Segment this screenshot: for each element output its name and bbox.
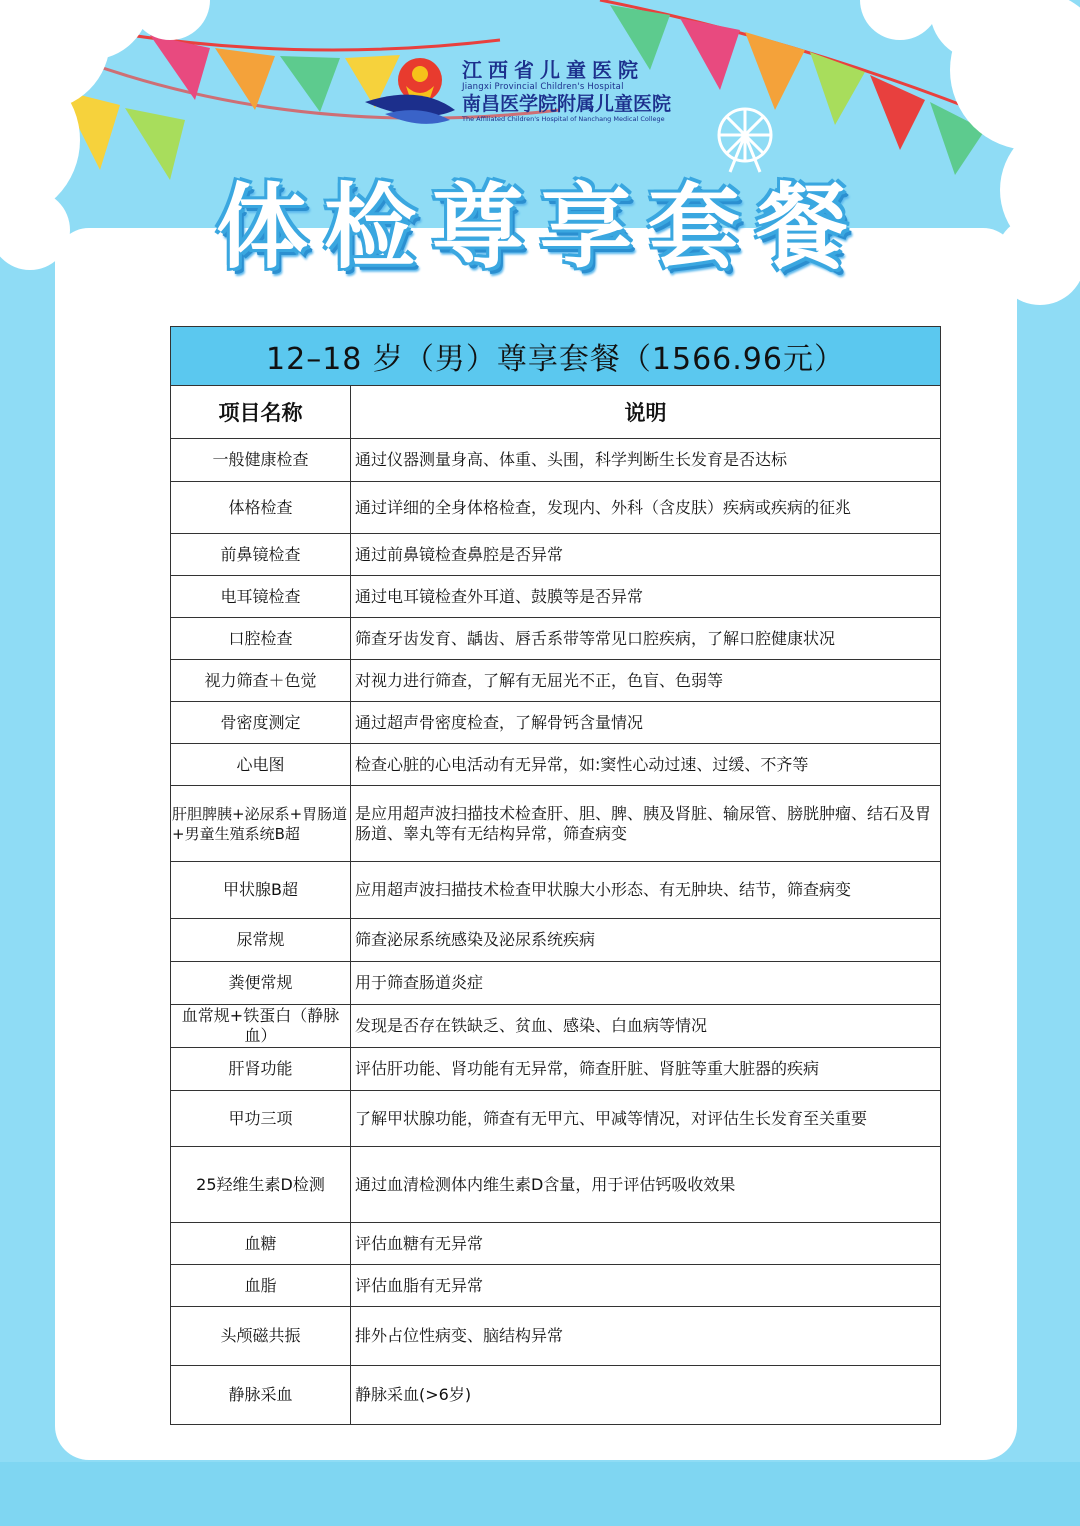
package-table — [170, 326, 941, 1425]
item-description: 应用超声波扫描技术检查甲状腺大小形态、有无肿块、结节，筛查病变 — [351, 862, 941, 919]
table-row — [171, 962, 941, 1005]
item-name: 一般健康检查 — [171, 439, 351, 482]
table-row — [171, 786, 941, 862]
item-description: 了解甲状腺功能，筛查有无甲亢、甲减等情况，对评估生长发育至关重要 — [351, 1091, 941, 1147]
package-title: 12–18 岁（男）尊享套餐（1566.96元） — [171, 327, 941, 386]
item-description: 发现是否存在铁缺乏、贫血、感染、白血病等情况 — [351, 1005, 941, 1048]
table-row — [171, 534, 941, 576]
item-name: 前鼻镜检查 — [171, 534, 351, 576]
table-row — [171, 702, 941, 744]
item-description: 是应用超声波扫描技术检查肝、胆、脾、胰及肾脏、输尿管、膀胱肿瘤、结石及胃肠道、睾丸等有无结构异常，筛查病变 — [351, 786, 941, 862]
item-name: 血糖 — [171, 1223, 351, 1265]
item-description: 排外占位性病变、脑结构异常 — [351, 1307, 941, 1366]
item-name: 骨密度测定 — [171, 702, 351, 744]
table-row — [171, 1307, 941, 1366]
table-row — [171, 744, 941, 786]
bottom-band — [0, 1462, 1080, 1526]
item-description: 筛查泌尿系统感染及泌尿系统疾病 — [351, 919, 941, 962]
item-description: 筛查牙齿发育、龋齿、唇舌系带等常见口腔疾病，了解口腔健康状况 — [351, 618, 941, 660]
table-row — [171, 439, 941, 482]
item-description: 对视力进行筛查，了解有无屈光不正，色盲、色弱等 — [351, 660, 941, 702]
affiliate-name-cn: 南昌医学院附属儿童医院 — [462, 93, 672, 115]
item-name: 体格检查 — [171, 482, 351, 534]
poster-title: 体检尊享套餐 — [215, 174, 864, 281]
item-name: 口腔检查 — [171, 618, 351, 660]
item-name: 电耳镜检查 — [171, 576, 351, 618]
item-description: 通过超声骨密度检查，了解骨钙含量情况 — [351, 702, 941, 744]
item-description: 通过电耳镜检查外耳道、鼓膜等是否异常 — [351, 576, 941, 618]
item-description: 通过前鼻镜检查鼻腔是否异常 — [351, 534, 941, 576]
table-row — [171, 1091, 941, 1147]
item-name: 头颅磁共振 — [171, 1307, 351, 1366]
item-name: 肝胆脾胰+泌尿系+胃肠道+男童生殖系统B超 — [171, 786, 351, 862]
table-row — [171, 919, 941, 962]
table-row — [171, 482, 941, 534]
table-row — [171, 1223, 941, 1265]
table-row — [171, 1005, 941, 1048]
hospital-name-cn: 江西省儿童医院 — [462, 58, 644, 82]
item-name: 甲功三项 — [171, 1091, 351, 1147]
hospital-name-block — [462, 58, 671, 124]
item-name: 25羟维生素D检测 — [171, 1147, 351, 1223]
item-name: 心电图 — [171, 744, 351, 786]
item-description: 评估肝功能、肾功能有无异常，筛查肝脏、肾脏等重大脏器的疾病 — [351, 1048, 941, 1091]
table-row — [171, 618, 941, 660]
header-description: 说明 — [351, 386, 941, 439]
item-description: 通过仪器测量身高、体重、头围，科学判断生长发育是否达标 — [351, 439, 941, 482]
item-description: 通过详细的全身体格检查，发现内、外科（含皮肤）疾病或疾病的征兆 — [351, 482, 941, 534]
table-row — [171, 1265, 941, 1307]
item-description: 静脉采血(>6岁) — [351, 1366, 941, 1425]
table-row — [171, 660, 941, 702]
item-name: 视力筛查＋色觉 — [171, 660, 351, 702]
hospital-name-en: Jiangxi Provincial Children's Hospital — [462, 82, 624, 92]
item-description: 通过血清检测体内维生素D含量，用于评估钙吸收效果 — [351, 1147, 941, 1223]
table-row — [171, 1048, 941, 1091]
table-row — [171, 1366, 941, 1425]
item-description: 检查心脏的心电活动有无异常，如:窦性心动过速、过缓、不齐等 — [351, 744, 941, 786]
table-row — [171, 862, 941, 919]
item-description: 评估血脂有无异常 — [351, 1265, 941, 1307]
item-name: 静脉采血 — [171, 1366, 351, 1425]
table-row — [171, 1147, 941, 1223]
item-name: 血常规+铁蛋白（静脉血） — [171, 1005, 351, 1048]
table-row — [171, 576, 941, 618]
item-description: 用于筛查肠道炎症 — [351, 962, 941, 1005]
item-name: 甲状腺B超 — [171, 862, 351, 919]
item-name: 粪便常规 — [171, 962, 351, 1005]
header-item-name: 项目名称 — [171, 386, 351, 439]
item-name: 肝肾功能 — [171, 1048, 351, 1091]
item-name: 尿常规 — [171, 919, 351, 962]
item-description: 评估血糖有无异常 — [351, 1223, 941, 1265]
item-name: 血脂 — [171, 1265, 351, 1307]
affiliate-name-en: The Affiliated Children's Hospital of Nanchang Medical College — [462, 115, 665, 123]
